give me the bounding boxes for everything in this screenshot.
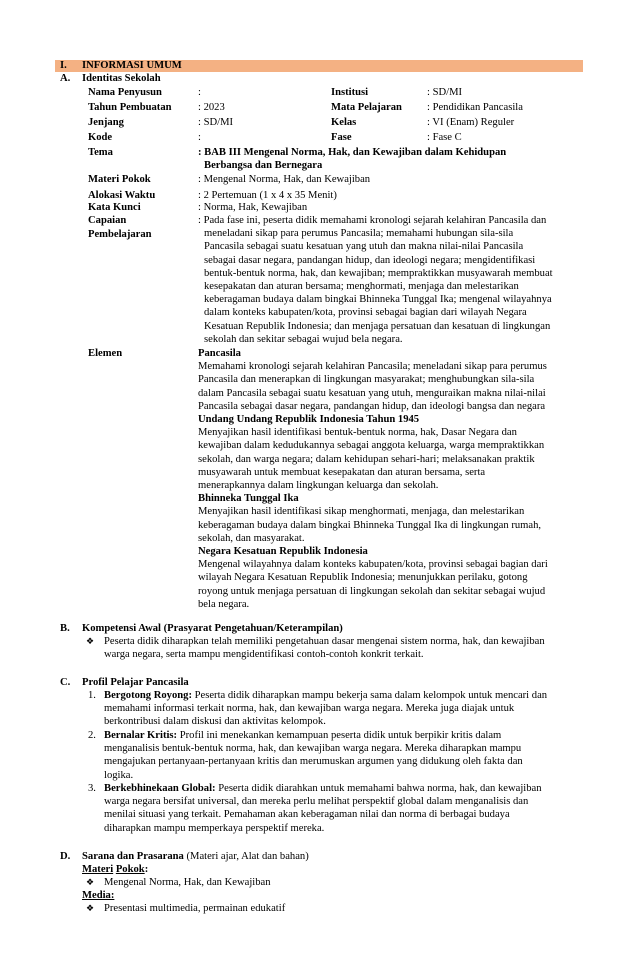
elemen-line: Pancasila dan menerapkan di lingkungan masyarakat; menghubungkan sila-sila (198, 374, 535, 386)
subsection-d-title-row (82, 850, 309, 863)
capaian-line: sebagai dasar negara, pandangan hidup, dan ideologi negara; mengidentifikasi (204, 254, 536, 266)
profil-item-number: 1. (88, 690, 96, 701)
subsection-d-title-rest: (Materi ajar, Alat dan bahan) (186, 851, 309, 862)
elemen-heading: Bhinneka Tunggal Ika (198, 493, 299, 505)
elemen-line: Menyajikan hasil identifikasi sikap menghormati, menjaga, dan melestarikan (198, 506, 525, 518)
elemen-line: Pancasila sebagai dasar negara, pandangan hidup, dan ideologi bangsa dan negara (198, 400, 546, 412)
section-number: I. (60, 60, 67, 71)
elemen-line: kewajiban dalam kedudukannya sebagai anggota keluarga, warga mempraktikkan (198, 440, 545, 452)
profil-item (104, 782, 582, 835)
elemen-line: keberagaman budaya dalam bingkai Bhinneka Tunggal Ika di lingkungan rumah, (198, 519, 542, 531)
elemen-line: royong untuk menjaga persatuan di lingkungan sekolah dan sekitar sebagai wujud (198, 585, 546, 597)
subsection-d-title: Sarana dan Prasarana (82, 851, 184, 862)
profil-item (104, 689, 582, 729)
capaian-line: bentuk-bentuk norma, hak, dan kewajiban; mempraktikkan musyawarah membuat (204, 267, 553, 279)
diamond-bullet-icon: ❖ (86, 637, 95, 647)
subsection-c-number: C. (60, 677, 71, 688)
profil-item-line: warga negara bersifat universal, dan mereka perlu melihat perspektif global dalam menganalisis dan (104, 796, 529, 808)
subsection-c-title: Profil Pelajar Pancasila (82, 677, 189, 688)
profil-item-number: 3. (88, 783, 96, 794)
profil-item-title: Berkebhinekaan Global: (104, 783, 216, 794)
profil-item-line: menilai situasi yang terkait. Pemahaman akan keberagaman nilai dan norma di berbagai budaya (104, 809, 510, 821)
materi-pokok-heading: Materi Pokok: (82, 864, 149, 875)
tema-value-line-2: Berbangsa dan Bernegara (204, 160, 323, 171)
profil-item (104, 729, 582, 782)
diamond-bullet-icon: ❖ (86, 878, 95, 888)
capaian-line: keberagaman budaya dalam bingkai Bhinneka Tunggal Ika; mengenal wilayahnya (204, 294, 552, 306)
kelas-label: Kelas (331, 117, 357, 128)
media-heading: Media: (82, 890, 115, 901)
capaian-line: Kesatuan Republik Indonesia; dan menjaga persatuan dan kesatuan di lingkungan (204, 320, 551, 332)
kelas-value: : VI (Enam) Reguler (427, 117, 515, 128)
capaian-paragraph (198, 214, 574, 346)
mapel-value: : Pendidikan Pancasila (427, 102, 523, 113)
elemen-line: Memahami kronologi sejarah kelahiran Pancasila; meneladani sikap para perumus (198, 361, 547, 373)
profil-item-line: memahami informasi terkait norma, hak, dan kewajiban warga negara. Mereka juga diajak untuk (104, 703, 515, 715)
mapel-label: Mata Pelajaran (331, 102, 402, 113)
kompetensi-line: warga negara, serta mampu mengidentifikasi contoh-contoh konkrit terkait. (104, 649, 424, 661)
capaian-line: Pancasila sebagai suatu kesatuan yang utuh dan makna nilai-nilai Pancasila (204, 241, 524, 253)
jenjang-value: : SD/MI (198, 117, 234, 128)
capaian-line: kesepakatan dan aturan bersama; menghormati, menjaga dan melestarikan (204, 281, 519, 293)
materi-pokok-item: Mengenal Norma, Hak, dan Kewajiban (104, 877, 271, 888)
elemen-line: bela negara. (198, 598, 250, 610)
profil-item-number: 2. (88, 730, 96, 741)
capaian-line: meneladani sikap para perumus Pancasila; memahami hubungan sila-sila (204, 228, 514, 240)
elemen-line: Menyajikan hasil identifikasi bentuk-bentuk norma, hak, Dasar Negara dan (198, 427, 517, 439)
elemen-line: menerapkannya dalam lingkungan keluarga dan sekolah. (198, 480, 439, 492)
kata-kunci-value: : Norma, Hak, Kewajiban (198, 202, 308, 213)
section-title: INFORMASI UMUM (82, 60, 182, 71)
elemen-line: musyawarah untuk membuat kesepakatan dan aturan bersama, serta (198, 466, 486, 478)
alokasi-value: : 2 Pertemuan (1 x 4 x 35 Menit) (198, 190, 337, 201)
subsection-b-title: Kompetensi Awal (Prasyarat Pengetahuan/Keterampilan) (82, 623, 343, 634)
elemen-heading: Undang Undang Republik Indonesia Tahun 1945 (198, 414, 420, 426)
elemen-line: wilayah Negara Kesatuan Republik Indonesia; menunjukkan perilaku, gotong (198, 572, 528, 584)
elemen-block (198, 347, 574, 611)
jenjang-label: Jenjang (88, 117, 124, 128)
institusi-label: Institusi (331, 87, 369, 98)
tahun-value: : 2023 (198, 102, 225, 113)
institusi-value: : SD/MI (427, 87, 463, 98)
elemen-heading: Pancasila (198, 348, 241, 359)
capaian-line: dalam konteks kabupaten/kota, provinsi sebagai bagian dari wilayah Negara (204, 307, 527, 319)
elemen-line: dalam Pancasila sebagai suatu kesatuan yang utuh, menguraikan makna nilai-nilai (198, 387, 546, 399)
materi-pokok-value: : Mengenal Norma, Hak, dan Kewajiban (198, 174, 371, 185)
subsection-b-number: B. (60, 623, 70, 634)
capaian-line: : Pada fase ini, peserta didik memahami kronologi sejarah kelahiran Pancasila dan (198, 215, 547, 226)
capaian-label-line-2: Pembelajaran (88, 229, 152, 240)
elemen-line: sekolah, dan masyarakat. (198, 532, 305, 544)
diamond-bullet-icon: ❖ (86, 904, 95, 914)
capaian-line: sekolah dan sekitar sebagai wujud bela negara. (204, 333, 403, 345)
elemen-line: sekolah, dan warga negara; dalam kehidupan sehari-hari; melaksanakan praktik (198, 453, 535, 465)
fase-value: : Fase C (427, 132, 462, 143)
tahun-label: Tahun Pembuatan (88, 102, 172, 113)
kompetensi-line: Peserta didik diharapkan telah memiliki pengetahuan dasar mengenai sistem norma, hak, dan kewajiban (104, 636, 545, 647)
profil-item-line: diharapkan mampu memperkaya perspektif mereka. (104, 822, 325, 834)
elemen-heading: Negara Kesatuan Republik Indonesia (198, 546, 368, 558)
profil-item-line: Peserta didik diharapkan mampu bekerja sama dalam kelompok untuk mencari dan (194, 690, 548, 701)
nama-penyusun-label: Nama Penyusun (88, 87, 162, 98)
capaian-label-line-1: Capaian (88, 215, 127, 226)
profil-item-line: menganalisis bentuk-bentuk norma, hak, dan kewajiban warga negara. Mereka diharapkan mampu (104, 743, 522, 755)
profil-item-line: Peserta didik diarahkan untuk memahami bahwa norma, hak, dan kewajiban (218, 783, 542, 794)
alokasi-label: Alokasi Waktu (88, 190, 156, 201)
profil-item-line: Profil ini menekankan kemampuan peserta didik untuk berpikir kritis dalam (179, 730, 502, 741)
kode-value: : (198, 132, 201, 143)
profil-item-line: mengajukan pertanyaan-pertanyaan kritis dan merumuskan argumen yang didukung oleh fakta dan (104, 756, 523, 768)
media-item: Presentasi multimedia, permainan edukatif (104, 903, 286, 914)
subsection-a-title: Identitas Sekolah (82, 73, 161, 84)
elemen-line: Mengenal wilayahnya dalam konteks kabupaten/kota, provinsi sebagai bagian dari (198, 559, 548, 571)
tema-value-line-1: : BAB III Mengenal Norma, Hak, dan Kewajiban dalam Kehidupan (198, 147, 507, 158)
nama-penyusun-value: : (198, 87, 201, 98)
profil-item-title: Bernalar Kritis: (104, 730, 178, 741)
tema-label: Tema (88, 147, 113, 158)
kata-kunci-label: Kata Kunci (88, 202, 141, 213)
kode-label: Kode (88, 132, 113, 143)
subsection-a-number: A. (60, 73, 71, 84)
fase-label: Fase (331, 132, 352, 143)
materi-pokok-label: Materi Pokok (88, 174, 151, 185)
elemen-label: Elemen (88, 348, 123, 359)
profil-item-line: berkontribusi dalam diskusi dan aktivitas kelompok. (104, 716, 326, 728)
kompetensi-paragraph (104, 635, 582, 661)
profil-item-title: Bergotong Royong: (104, 690, 192, 701)
subsection-d-number: D. (60, 851, 71, 862)
profil-item-line: logika. (104, 769, 134, 781)
